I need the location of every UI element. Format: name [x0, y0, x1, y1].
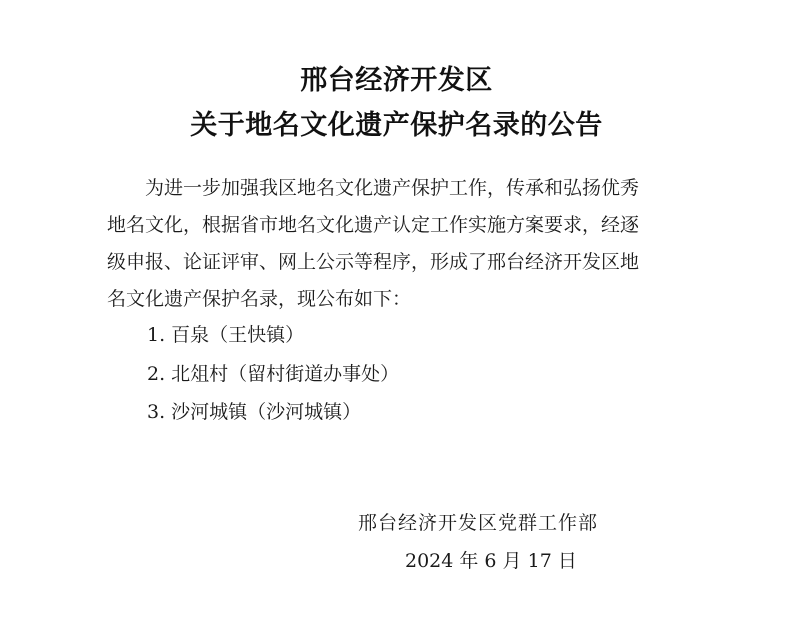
paragraph-line: 地名文化，根据省市地名文化遗产认定工作实施方案要求，经逐 [107, 214, 640, 236]
paragraph-line: 级申报、论证评审、网上公示等程序，形成了邢台经济开发区地 [107, 251, 640, 273]
list-item: 1. 百泉（王快镇） [147, 324, 305, 346]
document-title-line-1: 邢台经济开发区 [300, 65, 493, 96]
list-item: 2. 北俎村（留村街道办事处） [147, 363, 400, 385]
paragraph-line: 名文化遗产保护名录，现公布如下： [107, 288, 412, 310]
intro-paragraph [107, 170, 697, 318]
signature-date: 2024 年 6 月 17 日 [405, 550, 577, 572]
signature-organization: 邢台经济开发区党群工作部 [358, 512, 599, 534]
list-item: 3. 沙河城镇（沙河城镇） [147, 401, 362, 423]
document-title-line-2: 关于地名文化遗产保护名录的公告 [190, 110, 603, 141]
paragraph-line: 为进一步加强我区地名文化遗产保护工作，传承和弘扬优秀 [145, 177, 640, 199]
